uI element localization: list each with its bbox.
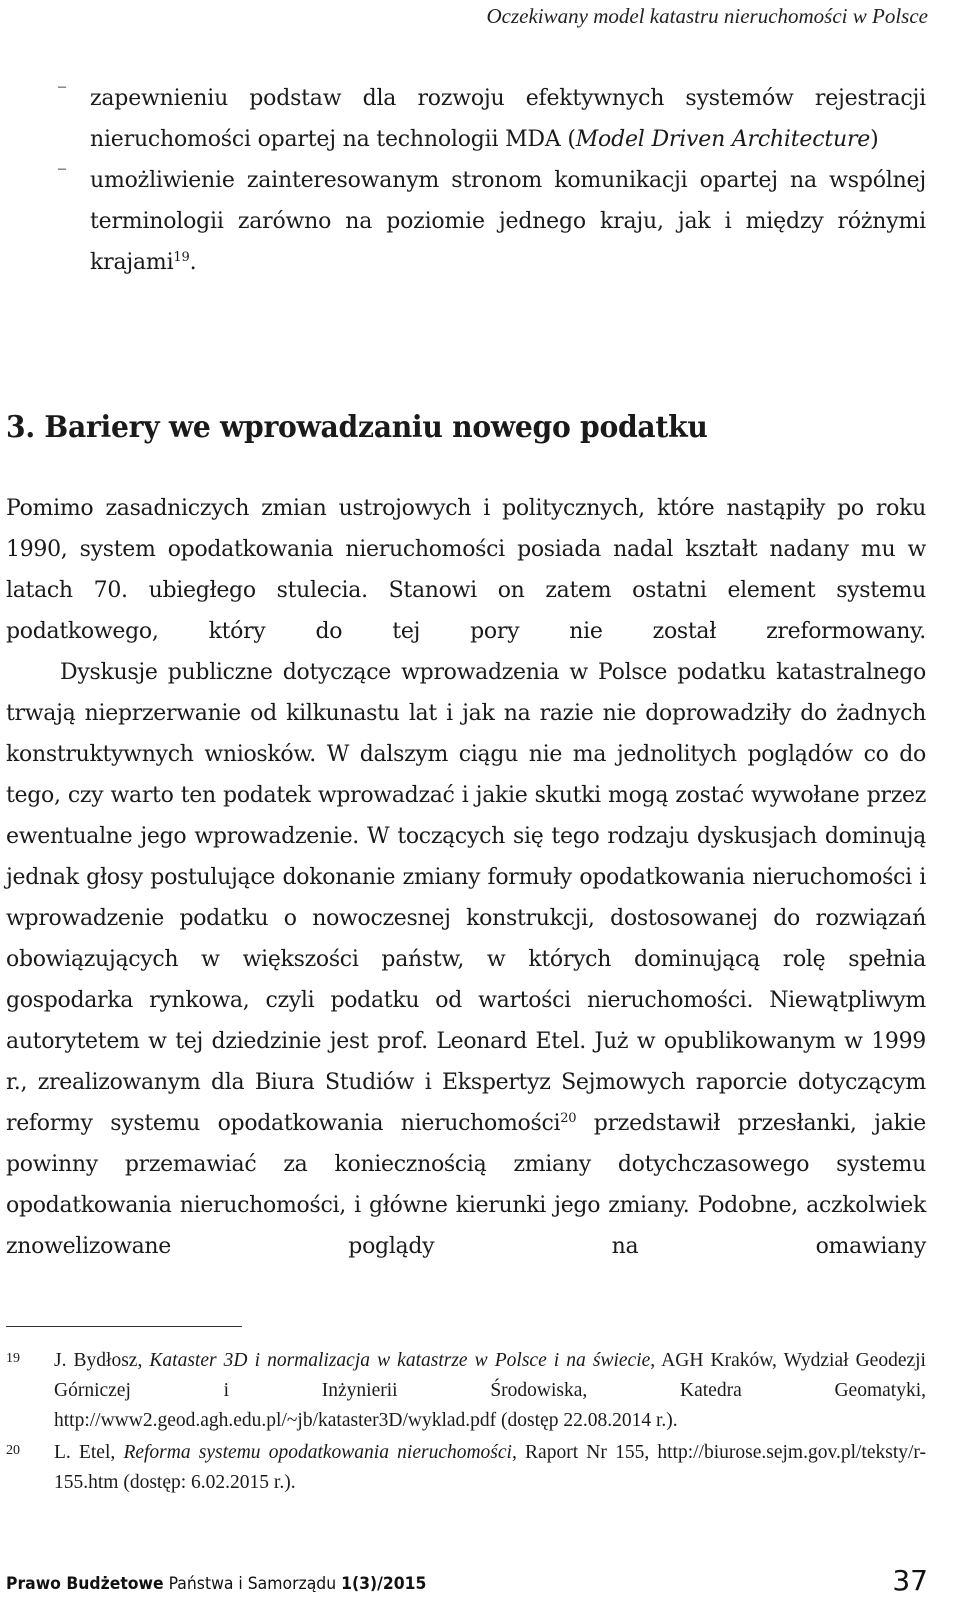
dash-list: [58, 78, 926, 283]
footnote-number: 19: [6, 1351, 20, 1366]
list-item-text-end: ): [870, 127, 879, 152]
dash-marker: –: [58, 160, 66, 177]
list-item-text: [90, 160, 926, 283]
footnote-divider: [6, 1326, 242, 1327]
list-item-text-part: zapewnieniu podstaw dla rozwoju efektywnych systemów rejestracji nieruchomości opartej na technologii MDA (: [90, 86, 926, 152]
page-number: 37: [892, 1564, 928, 1597]
journal-issue: 1(3)/2015: [341, 1574, 427, 1594]
paragraph-2-text-end: przedstawił przesłanki, jakie powinny przemawiać za koniecznością zmiany dotychczasowego systemu opodatkowania nieruchomości, i główne kierunki jego zmiany. Podobne, aczkolwiek znowelizowane poglądy na omawiany: [6, 1111, 926, 1259]
section-heading: 3. Bariery we wprowadzaniu nowego podatku: [6, 410, 708, 445]
running-header: Oczekiwany model katastru nieruchomości w Polsce: [486, 4, 928, 28]
footnote-text: J. Bydłosz,: [54, 1350, 150, 1371]
paragraph-1: Pomimo zasadniczych zmian ustrojowych i politycznych, które nastąpiły po roku 1990, system opodatkowania nieruchomości posiada nadal kształt nadany mu w latach 70. ubiegłego stulecia. Stanowi on zatem ostatni element systemu podatkowego, który do tej pory nie został zreformowany.: [6, 496, 926, 644]
journal-footer: [6, 1574, 426, 1594]
footnote-number: 20: [6, 1443, 20, 1458]
footnote-text: L. Etel,: [54, 1442, 124, 1463]
footnote-ref-19[interactable]: 19: [173, 250, 190, 265]
footnote-20: [6, 1438, 926, 1498]
footnote-19: [6, 1346, 926, 1436]
body-text: [6, 488, 926, 1267]
footnote-title: Reforma systemu opodatkowania nieruchomości: [123, 1442, 512, 1463]
list-item-text: [90, 78, 926, 160]
paragraph-2-text: Dyskusje publiczne dotyczące wprowadzenia w Polsce podatku katastralnego trwają nieprzerwanie od kilkunastu lat i jak na razie nie doprowadziły do żadnych konstruktywnych wniosków. W dalszym ciągu nie ma jednolitych poglądów co do tego, czy warto ten podatek wprowadzać i jakie skutki mogą zostać wywołane przez ewentualne jego wprowadzenie. W toczących się tego rodzaju dyskusjach dominują jednak głosy postulujące dokonanie zmiany formuły opodatkowania nieruchomości i wprowadzenie podatku o nowoczesnej konstrukcji, dostosowanej do rozwiązań obowiązujących w większości państw, w których dominującą rolę spełnia gospodarka rynkowa, czyli podatku od wartości nieruchomości. Niewątpliwym autorytetem w tej dziedzinie jest prof. Leonard Etel. Już w opublikowanym w 1999 r., zrealizowanym dla Biura Studiów i Ekspertyz Sejmowych raporcie dotyczącym reformy systemu opodatkowania nieruchomości: [6, 660, 926, 1136]
journal-name-bold: Prawo Budżetowe: [6, 1574, 164, 1594]
footnotes: [6, 1346, 926, 1498]
list-item: [58, 78, 926, 160]
list-item-text-end: .: [189, 250, 197, 275]
footnote-title: Kataster 3D i normalizacja w katastrze w Polsce i na świecie: [149, 1350, 651, 1371]
paragraph-2: [6, 652, 926, 1267]
list-item-text-part: umożliwienie zainteresowanym stronom komunikacji opartej na wspólnej terminologii zarówno na poziomie jednego kraju, jak i między różnymi krajami: [90, 168, 926, 275]
list-item-italic: Model Driven Architecture: [575, 127, 871, 152]
footnote-ref-20[interactable]: 20: [560, 1111, 577, 1126]
footnote-text-end[interactable]: , Raport Nr 155, http://biurose.sejm.gov.pl/teksty/r-155.htm (dostęp: 6.02.2015 r.).: [54, 1442, 927, 1493]
dash-marker: –: [58, 78, 66, 95]
footnote-text-end[interactable]: , AGH Kraków, Wydział Geodezji Górniczej i Inżynierii Środowiska, Katedra Geomatyki, http://www2.geod.agh.edu.pl/~jb/kataster3D/wyklad.pdf (dostęp 22.08.2014 r.).: [54, 1350, 926, 1431]
list-item: [58, 160, 926, 283]
journal-name-rest: Państwa i Samorządu: [163, 1574, 342, 1594]
